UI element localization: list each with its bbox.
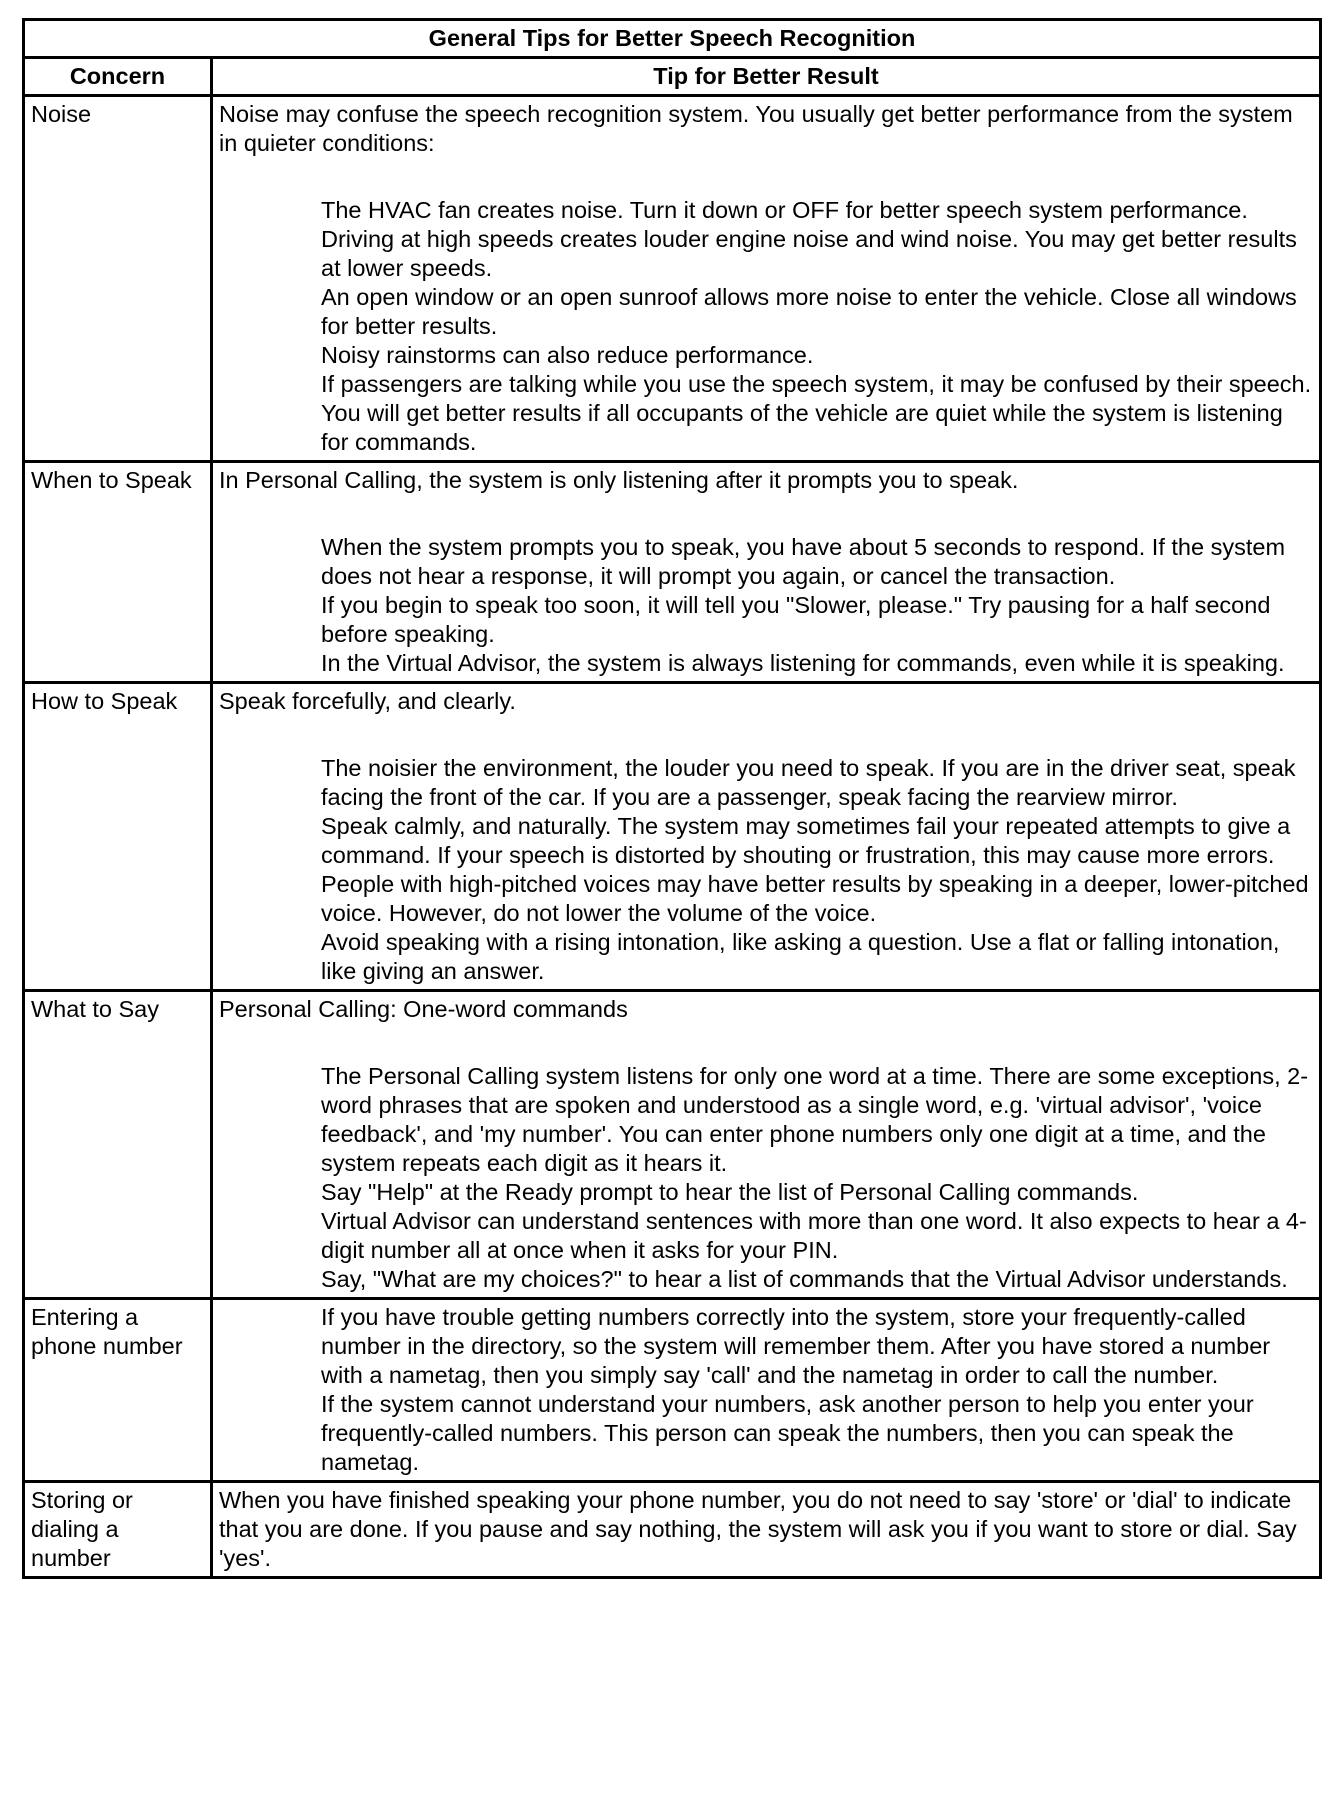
concern-cell: What to Say (24, 991, 212, 1299)
table-row-noise (24, 96, 1321, 462)
speech-tips-table (22, 18, 1322, 1579)
tip-item: The noisier the environment, the louder you need to speak. If you are in the driver seat, speak facing the front of the car. If you are a passenger, speak facing the rearview mirror. (321, 755, 1296, 810)
tip-cell (212, 1482, 1321, 1578)
concern-cell: Entering a phone number (24, 1299, 212, 1482)
tip-item: Driving at high speeds creates louder engine noise and wind noise. You may get better results at lower speeds. (321, 226, 1297, 281)
table-row-when-to-speak (24, 462, 1321, 683)
tip-item: If you begin to speak too soon, it will tell you "Slower, please." Try pausing for a half second before speaking. (321, 592, 1271, 647)
tip-item: Virtual Advisor can understand sentences with more than one word. It also expects to hear a 4-digit number all at once when it asks for your PIN. (321, 1208, 1307, 1263)
tip-item: People with high-pitched voices may have better results by speaking in a deeper, lower-pitched voice. However, do not lower the volume of the voice. (321, 871, 1309, 926)
tip-item: Say, "What are my choices?" to hear a list of commands that the Virtual Advisor understands. (321, 1266, 1288, 1292)
tip-header: Tip for Better Result (212, 58, 1321, 96)
tip-item: Noisy rainstorms can also reduce performance. (321, 342, 814, 368)
tip-item: Speak calmly, and naturally. The system may sometimes fail your repeated attempts to give a command. If your speech is distorted by shouting or frustration, this may cause more errors. (321, 813, 1291, 868)
tip-intro: In Personal Calling, the system is only listening after it prompts you to speak. (219, 467, 1019, 493)
tip-item: If you have trouble getting numbers correctly into the system, store your frequently-called number in the directory, so the system will remember them. After you have stored a number with a nametag, then you simply say 'call' and the nametag in order to call the number. (321, 1304, 1271, 1388)
tip-cell (212, 991, 1321, 1299)
tip-item: An open window or an open sunroof allows more noise to enter the vehicle. Close all windows for better results. (321, 284, 1297, 339)
tip-item: If the system cannot understand your numbers, ask another person to help you enter your frequently-called numbers. This person can speak the numbers, then you can speak the nametag. (321, 1391, 1254, 1475)
table-row-how-to-speak (24, 683, 1321, 991)
tip-list (219, 196, 1313, 457)
tip-item: Say "Help" at the Ready prompt to hear the list of Personal Calling commands. (321, 1179, 1139, 1205)
tip-item: The Personal Calling system listens for only one word at a time. There are some exceptions, 2-word phrases that are spoken and understood as a single word, e.g. 'virtual advisor', 'voice feedback', and 'my number'. You can enter phone numbers only one digit at a time, and the system repeats each digit as it hears it. (321, 1063, 1309, 1176)
concern-cell: Storing or dialing a number (24, 1482, 212, 1578)
tip-intro: Speak forcefully, and clearly. (219, 688, 516, 714)
tip-cell (212, 683, 1321, 991)
table-title: General Tips for Better Speech Recognition (24, 20, 1321, 58)
tip-item: When the system prompts you to speak, you have about 5 seconds to respond. If the system does not hear a response, it will prompt you again, or cancel the transaction. (321, 534, 1286, 589)
tip-item: If passengers are talking while you use the speech system, it may be confused by their speech. You will get better results if all occupants of the vehicle are quiet while the system is listening for commands. (321, 371, 1312, 455)
tip-cell (212, 462, 1321, 683)
tip-list (219, 754, 1313, 986)
tip-intro: Personal Calling: One-word commands (219, 996, 628, 1022)
concern-cell: Noise (24, 96, 212, 462)
tip-cell (212, 1299, 1321, 1482)
table-row-entering-phone-number (24, 1299, 1321, 1482)
tip-intro: Noise may confuse the speech recognition system. You usually get better performance from the system in quieter conditions: (219, 101, 1293, 156)
tip-cell (212, 96, 1321, 462)
tip-intro: When you have finished speaking your phone number, you do not need to say 'store' or 'dial' to indicate that you are done. If you pause and say nothing, the system will ask you if you want to store or dial. Say 'yes'. (219, 1487, 1297, 1571)
tip-list (219, 1303, 1313, 1477)
tip-list (219, 1062, 1313, 1294)
concern-header: Concern (24, 58, 212, 96)
tip-item: Avoid speaking with a rising intonation, like asking a question. Use a flat or falling intonation, like giving an answer. (321, 929, 1280, 984)
tip-item: In the Virtual Advisor, the system is always listening for commands, even while it is speaking. (321, 650, 1285, 676)
tip-item: The HVAC fan creates noise. Turn it down or OFF for better speech system performance. (321, 197, 1248, 223)
tip-list (219, 533, 1313, 678)
table-row-storing-dialing (24, 1482, 1321, 1578)
concern-cell: When to Speak (24, 462, 212, 683)
concern-cell: How to Speak (24, 683, 212, 991)
table-row-what-to-say (24, 991, 1321, 1299)
